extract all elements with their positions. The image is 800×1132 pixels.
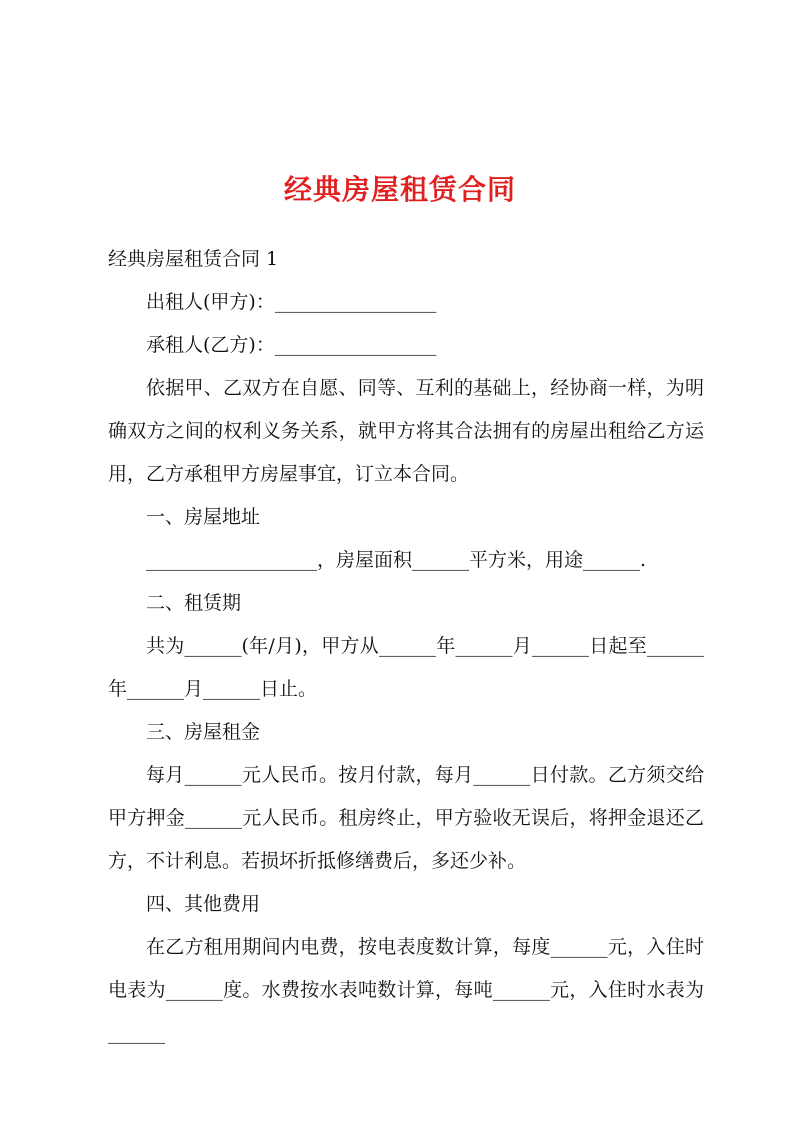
paragraph-rent: 每月______元人民币。按月付款，每月______日付款。乙方须交给甲方押金______元人民币。租房终止，甲方验收无误后，将押金退还乙方，不计利息。若损坏折抵修缮费后，多还少补。 (108, 764, 704, 872)
document-title: 经典房屋租赁合同 (283, 173, 516, 206)
paragraph-other-fees: 在乙方租用期间内电费，按电表度数计算，每度______元，入住时电表为______度。水费按水表吨数计算，每吨______元，入住时水表为______ (108, 936, 704, 1044)
paragraph-lessor: 出租人(甲方)：_________________ (146, 291, 437, 313)
paragraph-term: 共为______(年/月)，甲方从______年______月______日起至______年______月______日止。 (108, 635, 704, 700)
section-heading-term: 二、租赁期 (146, 592, 242, 614)
paragraph-address: __________________，房屋面积______平方米，用途______. (146, 549, 647, 571)
paragraph-lessee: 承租人(乙方)：_________________ (146, 334, 437, 356)
document-body (108, 238, 704, 1055)
section-heading-rent: 三、房屋租金 (146, 721, 261, 743)
section-heading-address: 一、房屋地址 (146, 506, 261, 528)
paragraph-preamble: 依据甲、乙双方在自愿、同等、互利的基础上，经协商一样，为明确双方之间的权利义务关系，就甲方将其合法拥有的房屋出租给乙方运用，乙方承租甲方房屋事宜，订立本合同。 (108, 377, 704, 485)
paragraph-heading: 经典房屋租赁合同 1 (108, 248, 279, 270)
section-heading-other-fees: 四、其他费用 (146, 893, 261, 915)
